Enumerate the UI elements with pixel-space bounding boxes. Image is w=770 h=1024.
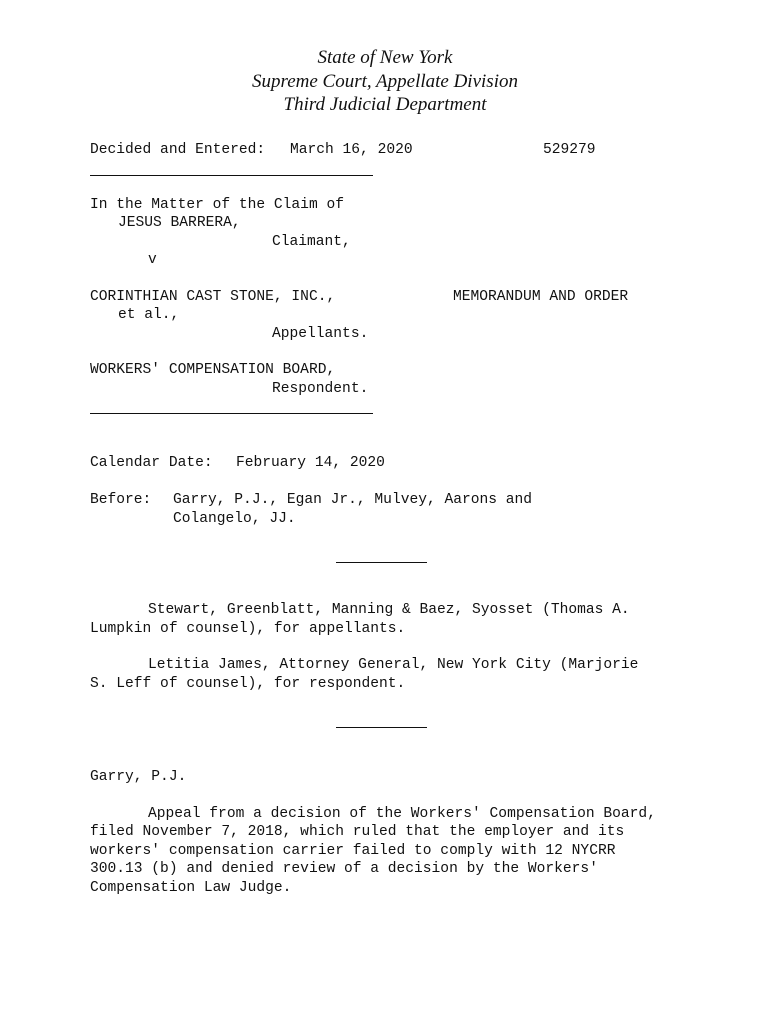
appellants-counsel-line1: Stewart, Greenblatt, Manning & Baez, Syosset (Thomas A. [148,602,630,618]
decided-label: Decided and Entered: [90,142,266,158]
before-judges-line1: Garry, P.J., Egan Jr., Mulvey, Aarons and [173,492,533,508]
caption-matter-line: In the Matter of the Claim of [90,197,344,213]
separator-rule-2 [336,727,427,728]
court-header [0,46,770,117]
claimant-name: JESUS BARRERA, [118,215,241,231]
caption-bottom-rule [90,413,373,414]
opinion-text-line3: workers' compensation carrier failed to comply with 12 NYCRR [90,843,616,859]
respondent-name: WORKERS' COMPENSATION BOARD, [90,362,336,378]
order-type: MEMORANDUM AND ORDER [453,289,629,305]
separator-rule-1 [336,562,427,563]
respondent-role: Respondent. [272,381,369,397]
respondent-counsel-line1: Letitia James, Attorney General, New York City (Marjorie [148,657,639,673]
claimant-role: Claimant, [272,234,351,250]
decided-date: March 16, 2020 [290,142,413,158]
opinion-author: Garry, P.J. [90,769,187,785]
opinion-text-line4: 300.13 (b) and denied review of a decision by the Workers' [90,861,598,877]
caption-top-rule [90,175,373,176]
court-name: Supreme Court, Appellate Division [252,70,518,92]
before-judges-line2: Colangelo, JJ. [173,511,296,527]
appellant-name: CORINTHIAN CAST STONE, INC., [90,289,336,305]
appellant-role: Appellants. [272,326,369,342]
opinion-text-line2: filed November 7, 2018, which ruled that the employer and its [90,824,625,840]
respondent-counsel-line2: S. Leff of counsel), for respondent. [90,676,406,692]
calendar-label: Calendar Date: [90,455,213,471]
calendar-date: February 14, 2020 [236,455,385,471]
appellants-counsel-line2: Lumpkin of counsel), for appellants. [90,621,406,637]
court-state: State of New York [317,47,453,68]
before-label: Before: [90,492,152,508]
court-department: Third Judicial Department [283,94,487,115]
opinion-text-line5: Compensation Law Judge. [90,880,292,896]
appellant-name-cont: et al., [118,307,180,323]
docket-number: 529279 [543,142,596,158]
opinion-text-line1: Appeal from a decision of the Workers' Compensation Board, [148,806,656,822]
versus: v [148,252,157,268]
